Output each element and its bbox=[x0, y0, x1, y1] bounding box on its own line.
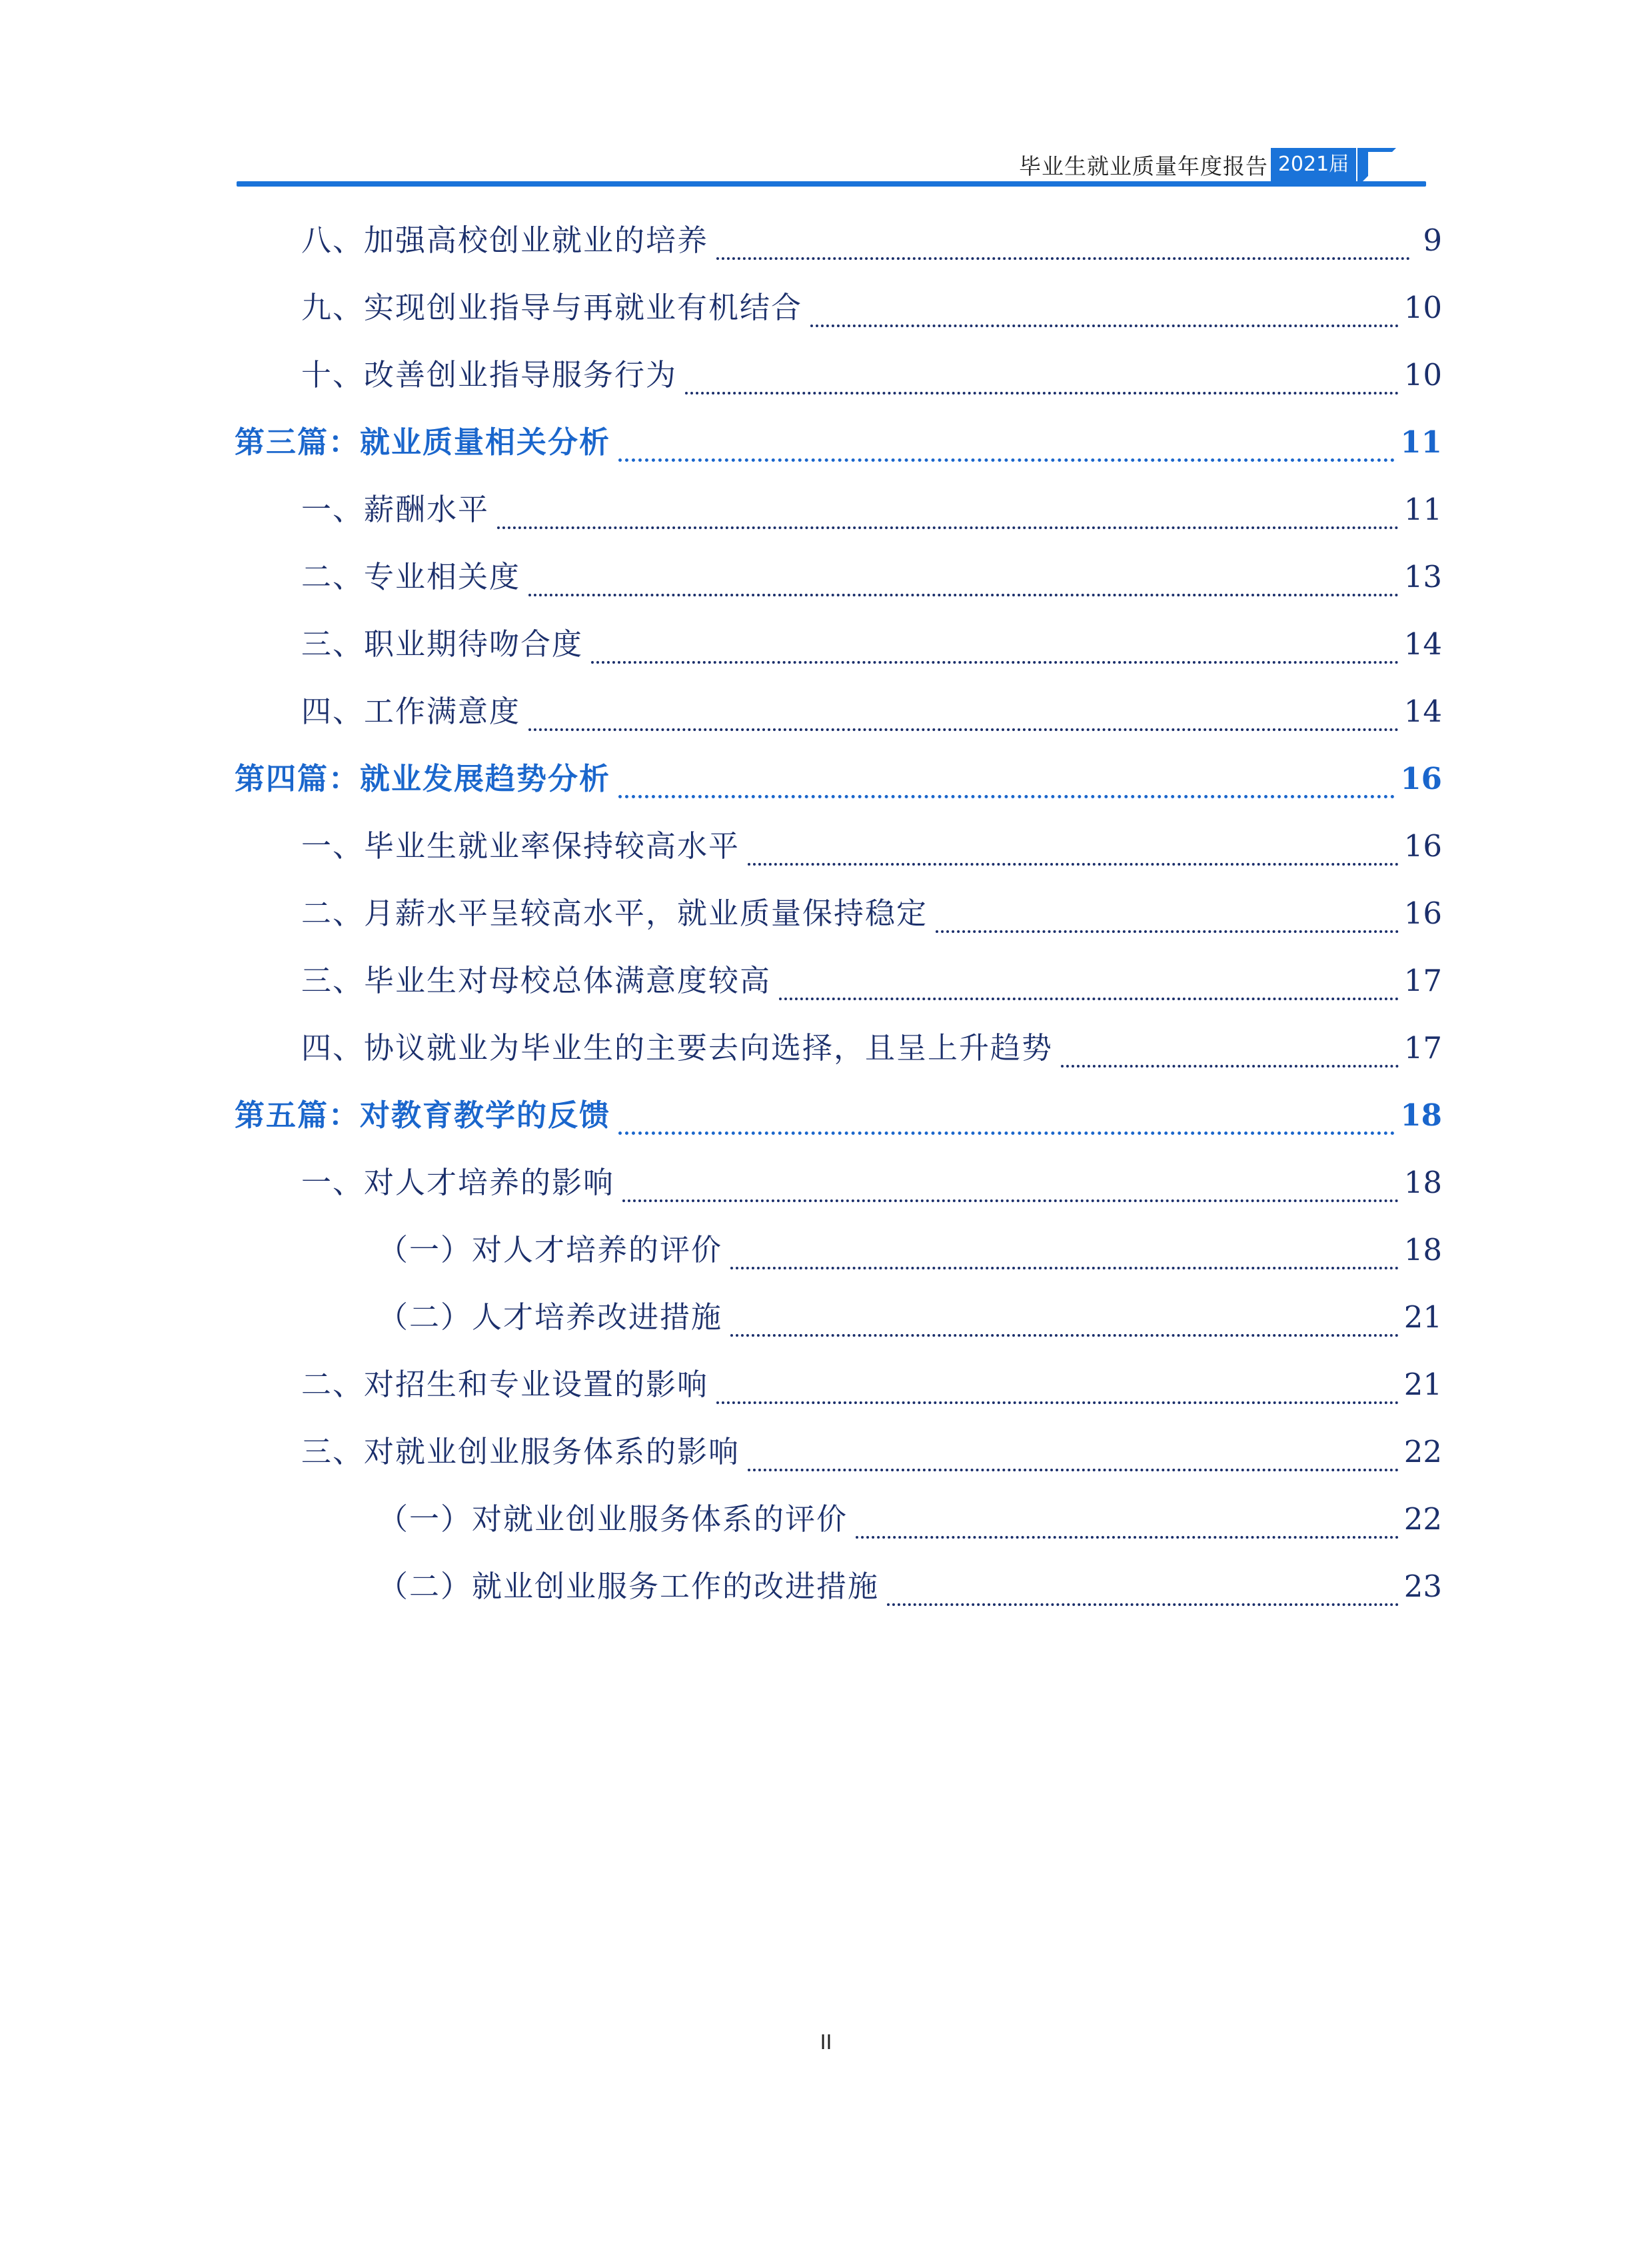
toc-entry[interactable] bbox=[235, 678, 1442, 745]
toc-entry[interactable] bbox=[235, 947, 1442, 1014]
toc-dot-leader bbox=[591, 641, 1399, 664]
toc-entry-title: 一、薪酬水平 bbox=[301, 492, 490, 527]
toc-entry-title: 三、毕业生对母校总体满意度较高 bbox=[301, 963, 772, 998]
toc-dot-leader bbox=[1061, 1045, 1399, 1068]
toc-dot-leader bbox=[887, 1583, 1399, 1606]
toc-page-number: 16 bbox=[1403, 828, 1442, 864]
toc-page-number: 21 bbox=[1403, 1367, 1442, 1402]
toc-entry-title: 三、职业期待吻合度 bbox=[301, 626, 584, 662]
toc-page-number: 10 bbox=[1403, 357, 1442, 392]
toc-page-number: 14 bbox=[1403, 626, 1442, 662]
toc-page-number: 10 bbox=[1403, 290, 1442, 325]
toc-page-number: 16 bbox=[1403, 896, 1442, 931]
toc-entry-title: 一、毕业生就业率保持较高水平 bbox=[301, 828, 740, 864]
toc-entry-title: （二）就业创业服务工作的改进措施 bbox=[378, 1569, 880, 1604]
toc-section-entry[interactable] bbox=[235, 745, 1442, 812]
toc-dot-leader bbox=[748, 843, 1399, 866]
header-arrow-notch bbox=[1368, 152, 1395, 179]
toc-page-number: 11 bbox=[1403, 492, 1442, 527]
toc-entry[interactable] bbox=[235, 476, 1442, 543]
toc-entry[interactable] bbox=[235, 1485, 1442, 1553]
toc-page-number: 11 bbox=[1400, 424, 1442, 460]
toc-entry[interactable] bbox=[235, 1149, 1442, 1216]
toc-entry[interactable] bbox=[235, 1283, 1442, 1351]
toc-entry[interactable] bbox=[235, 1553, 1442, 1620]
toc-entry-title: 第三篇：就业质量相关分析 bbox=[235, 424, 611, 460]
toc-dot-leader bbox=[716, 1381, 1399, 1404]
toc-entry-title: （二）人才培养改进措施 bbox=[378, 1299, 723, 1335]
toc-entry[interactable] bbox=[235, 207, 1442, 274]
toc-dot-leader bbox=[618, 1112, 1395, 1135]
toc-entry[interactable] bbox=[235, 341, 1442, 408]
toc-dot-leader bbox=[528, 574, 1399, 596]
report-title: 毕业生就业质量年度报告 bbox=[1019, 153, 1268, 179]
toc-page-number: 17 bbox=[1403, 1030, 1442, 1066]
toc-dot-leader bbox=[856, 1516, 1399, 1539]
toc-section-entry[interactable] bbox=[235, 408, 1442, 476]
toc-entry[interactable] bbox=[235, 1014, 1442, 1082]
toc-page-number: 21 bbox=[1403, 1299, 1442, 1335]
toc-entry-title: 十、改善创业指导服务行为 bbox=[301, 357, 678, 392]
toc-entry[interactable] bbox=[235, 610, 1442, 678]
toc-page-number: 16 bbox=[1400, 761, 1442, 796]
toc-entry[interactable] bbox=[235, 1418, 1442, 1485]
toc-dot-leader bbox=[716, 237, 1410, 260]
toc-entry-title: 第四篇：就业发展趋势分析 bbox=[235, 761, 611, 796]
toc-entry-title: 八、加强高校创业就业的培养 bbox=[301, 223, 709, 258]
toc-entry-title: （一）对就业创业服务体系的评价 bbox=[378, 1501, 848, 1537]
toc-page-number: 18 bbox=[1403, 1165, 1442, 1200]
toc-entry[interactable] bbox=[235, 274, 1442, 341]
toc-entry-title: 九、实现创业指导与再就业有机结合 bbox=[301, 290, 803, 325]
toc-dot-leader bbox=[497, 506, 1399, 529]
page-number: II bbox=[820, 2031, 832, 2054]
toc-entry-title: 二、对招生和专业设置的影响 bbox=[301, 1367, 709, 1402]
toc-entry[interactable] bbox=[235, 1216, 1442, 1283]
toc-entry-title: 一、对人才培养的影响 bbox=[301, 1165, 615, 1200]
toc-dot-leader bbox=[622, 1179, 1399, 1202]
table-of-contents bbox=[235, 207, 1442, 1620]
toc-entry-title: （一）对人才培养的评价 bbox=[378, 1232, 723, 1267]
toc-dot-leader bbox=[810, 305, 1399, 327]
header-rule bbox=[237, 181, 1426, 187]
toc-dot-leader bbox=[618, 438, 1395, 462]
toc-entry[interactable] bbox=[235, 1351, 1442, 1418]
toc-entry-title: 四、工作满意度 bbox=[301, 694, 521, 729]
toc-section-entry[interactable] bbox=[235, 1082, 1442, 1149]
toc-dot-leader bbox=[748, 1449, 1399, 1471]
toc-page-number: 23 bbox=[1403, 1569, 1442, 1604]
toc-entry[interactable] bbox=[235, 880, 1442, 947]
toc-entry-title: 二、专业相关度 bbox=[301, 559, 521, 594]
toc-page-number: 17 bbox=[1403, 963, 1442, 998]
toc-page-number: 18 bbox=[1403, 1232, 1442, 1267]
toc-entry-title: 二、月薪水平呈较高水平，就业质量保持稳定 bbox=[301, 896, 928, 931]
page-header bbox=[237, 148, 1436, 195]
toc-page-number: 22 bbox=[1403, 1434, 1442, 1469]
toc-dot-leader bbox=[528, 708, 1399, 731]
toc-page-number: 13 bbox=[1403, 559, 1442, 594]
toc-entry-title: 第五篇：对教育教学的反馈 bbox=[235, 1098, 611, 1133]
toc-entry-title: 四、协议就业为毕业生的主要去向选择，且呈上升趋势 bbox=[301, 1030, 1054, 1066]
year-badge: 2021届 bbox=[1271, 148, 1356, 181]
toc-entry-title: 三、对就业创业服务体系的影响 bbox=[301, 1434, 740, 1469]
toc-page-number: 9 bbox=[1423, 223, 1442, 258]
toc-dot-leader bbox=[936, 910, 1399, 933]
toc-page-number: 22 bbox=[1403, 1501, 1442, 1537]
toc-page-number: 14 bbox=[1403, 694, 1442, 729]
toc-dot-leader bbox=[730, 1247, 1399, 1269]
toc-dot-leader bbox=[685, 372, 1399, 394]
toc-entry[interactable] bbox=[235, 812, 1442, 880]
toc-entry[interactable] bbox=[235, 543, 1442, 610]
toc-dot-leader bbox=[730, 1314, 1399, 1337]
toc-dot-leader bbox=[779, 978, 1399, 1000]
toc-page-number: 18 bbox=[1400, 1098, 1442, 1133]
toc-dot-leader bbox=[618, 775, 1395, 798]
